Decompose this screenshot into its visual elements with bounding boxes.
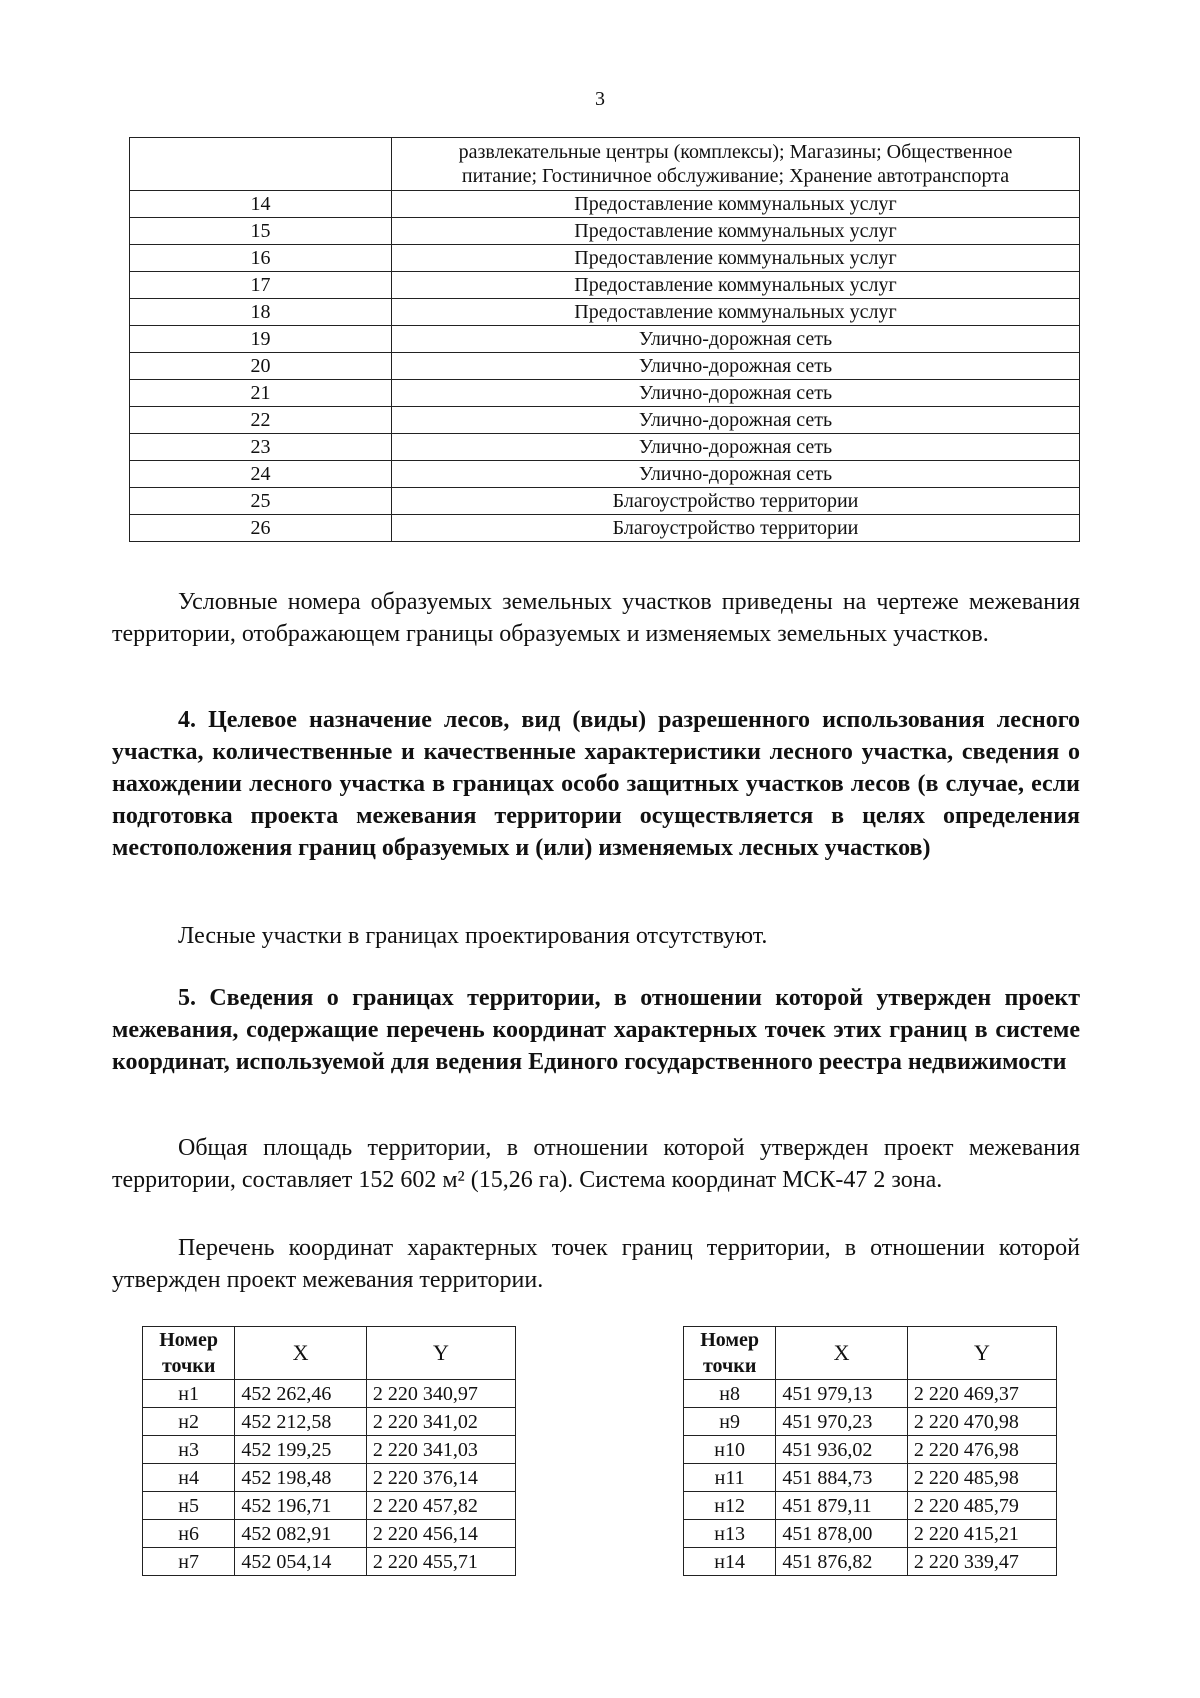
table-cell-use <box>392 138 1080 191</box>
coordinates-table-left <box>142 1326 516 1576</box>
table-cell-use: Улично-дорожная сеть <box>392 407 1080 434</box>
cell-y: 2 220 456,14 <box>366 1520 515 1548</box>
table-row <box>130 272 1080 299</box>
table-row <box>130 138 1080 191</box>
cell-x: 452 082,91 <box>235 1520 367 1548</box>
table-row <box>143 1492 516 1520</box>
table-row <box>130 461 1080 488</box>
cell-point: н5 <box>143 1492 235 1520</box>
table-row <box>684 1492 1057 1520</box>
table-row <box>130 488 1080 515</box>
cell-point: н12 <box>684 1492 776 1520</box>
cell-point: н14 <box>684 1548 776 1576</box>
table-row <box>130 245 1080 272</box>
table-cell-use: Предоставление коммунальных услуг <box>392 245 1080 272</box>
table-cell-number: 24 <box>130 461 392 488</box>
cell-y: 2 220 415,21 <box>907 1520 1056 1548</box>
cell-y: 2 220 470,98 <box>907 1408 1056 1436</box>
table-cell-use: Улично-дорожная сеть <box>392 326 1080 353</box>
table-cell-number: 26 <box>130 515 392 542</box>
table-cell-use: Благоустройство территории <box>392 488 1080 515</box>
table-row <box>143 1520 516 1548</box>
table-cell-use: Улично-дорожная сеть <box>392 461 1080 488</box>
table-cell-number <box>130 138 392 191</box>
table-cell-use: Благоустройство территории <box>392 515 1080 542</box>
cell-point: н13 <box>684 1520 776 1548</box>
table-cell-use: Улично-дорожная сеть <box>392 353 1080 380</box>
cell-y: 2 220 485,98 <box>907 1464 1056 1492</box>
table-row <box>130 191 1080 218</box>
cell-point: н6 <box>143 1520 235 1548</box>
table-row <box>143 1436 516 1464</box>
land-use-table <box>129 137 1080 542</box>
header-x: X <box>776 1327 908 1380</box>
section-5-heading: 5. Сведения о границах территории, в отношении которой утвержден проект межевания, содержащие перечень координат характерных точек этих границ в системе координат, используемой для ведения Единого государственного реестра недвижимости <box>112 985 1080 1075</box>
table-cell-line: питание; Гостиничное обслуживание; Хранение автотранспорта <box>461 165 1010 187</box>
cell-y: 2 220 340,97 <box>366 1380 515 1408</box>
table-row <box>684 1408 1057 1436</box>
table-row <box>130 434 1080 461</box>
cell-y: 2 220 469,37 <box>907 1380 1056 1408</box>
cell-y: 2 220 476,98 <box>907 1436 1056 1464</box>
table-cell-number: 15 <box>130 218 392 245</box>
cell-point: н3 <box>143 1436 235 1464</box>
table-cell-number: 18 <box>130 299 392 326</box>
cell-point: н10 <box>684 1436 776 1464</box>
cell-y: 2 220 455,71 <box>366 1548 515 1576</box>
table-cell-number: 16 <box>130 245 392 272</box>
cell-y: 2 220 341,02 <box>366 1408 515 1436</box>
section-4-heading: 4. Целевое назначение лесов, вид (виды) разрешенного использования лесного участка, количественные и качественные характеристики лесного участка, сведения о нахождении лесного участка в границах особо защитных участков лесов (в случае, если подготовка проекта межевания территории осуществляется в целях определения местоположения границ образуемых и (или) изменяемых лесных участков) <box>112 707 1080 861</box>
table-cell-number: 25 <box>130 488 392 515</box>
table-cell-number: 19 <box>130 326 392 353</box>
table-cell-number: 14 <box>130 191 392 218</box>
table-cell-use: Предоставление коммунальных услуг <box>392 272 1080 299</box>
cell-x: 451 970,23 <box>776 1408 908 1436</box>
table-row <box>130 380 1080 407</box>
section-5-paragraph-1: Общая площадь территории, в отношении которой утвержден проект межевания территории, составляет 152 602 м² (15,26 га). Система координат МСК-47 2 зона. <box>112 1135 1080 1193</box>
table-cell-use: Предоставление коммунальных услуг <box>392 218 1080 245</box>
header-y: Y <box>366 1327 515 1380</box>
table-header-row <box>143 1327 516 1380</box>
cell-x: 452 199,25 <box>235 1436 367 1464</box>
table-cell-number: 17 <box>130 272 392 299</box>
table-row <box>143 1464 516 1492</box>
cell-point: н9 <box>684 1408 776 1436</box>
cell-point: н7 <box>143 1548 235 1576</box>
table-row <box>130 299 1080 326</box>
cell-y: 2 220 485,79 <box>907 1492 1056 1520</box>
table-row <box>684 1436 1057 1464</box>
cell-x: 452 196,71 <box>235 1492 367 1520</box>
cell-x: 451 884,73 <box>776 1464 908 1492</box>
table-header-row <box>684 1327 1057 1380</box>
cell-point: н8 <box>684 1380 776 1408</box>
cell-x: 452 054,14 <box>235 1548 367 1576</box>
cell-x: 451 876,82 <box>776 1548 908 1576</box>
coordinates-table-right <box>683 1326 1057 1576</box>
cell-point: н4 <box>143 1464 235 1492</box>
table-cell-use: Улично-дорожная сеть <box>392 380 1080 407</box>
header-y: Y <box>907 1327 1056 1380</box>
table-cell-number: 23 <box>130 434 392 461</box>
table-cell-use: Предоставление коммунальных услуг <box>392 191 1080 218</box>
header-x: X <box>235 1327 367 1380</box>
cell-point: н2 <box>143 1408 235 1436</box>
page-number: 3 <box>595 88 605 110</box>
cell-x: 452 198,48 <box>235 1464 367 1492</box>
table-row <box>684 1380 1057 1408</box>
cell-y: 2 220 339,47 <box>907 1548 1056 1576</box>
table-cell-number: 20 <box>130 353 392 380</box>
table-cell-number: 22 <box>130 407 392 434</box>
section-4-text: Лесные участки в границах проектирования отсутствуют. <box>178 923 768 949</box>
table-row <box>130 326 1080 353</box>
table-row <box>130 515 1080 542</box>
cell-y: 2 220 376,14 <box>366 1464 515 1492</box>
table-row <box>143 1548 516 1576</box>
cell-x: 451 878,00 <box>776 1520 908 1548</box>
cell-x: 452 212,58 <box>235 1408 367 1436</box>
table-row <box>684 1464 1057 1492</box>
cell-x: 451 879,11 <box>776 1492 908 1520</box>
table-cell-number: 21 <box>130 380 392 407</box>
cell-x: 451 936,02 <box>776 1436 908 1464</box>
table-cell-use: Улично-дорожная сеть <box>392 434 1080 461</box>
table-row <box>143 1380 516 1408</box>
cell-x: 452 262,46 <box>235 1380 367 1408</box>
table-row <box>130 353 1080 380</box>
cell-point: н1 <box>143 1380 235 1408</box>
table-row <box>684 1548 1057 1576</box>
header-point-number: Номер точки <box>684 1327 776 1380</box>
cell-x: 451 979,13 <box>776 1380 908 1408</box>
table-cell-use: Предоставление коммунальных услуг <box>392 299 1080 326</box>
cell-y: 2 220 457,82 <box>366 1492 515 1520</box>
table-row <box>130 407 1080 434</box>
header-point-number: Номер точки <box>143 1327 235 1380</box>
table-row <box>143 1408 516 1436</box>
table-row <box>684 1520 1057 1548</box>
table-cell-line: развлекательные центры (комплексы); Магазины; Общественное <box>458 141 1013 163</box>
cell-y: 2 220 341,03 <box>366 1436 515 1464</box>
section-5-paragraph-2: Перечень координат характерных точек границ территории, в отношении которой утвержден проект межевания территории. <box>112 1235 1080 1293</box>
table-row <box>130 218 1080 245</box>
paragraph-conditional-numbers: Условные номера образуемых земельных участков приведены на чертеже межевания территории, отображающем границы образуемых и изменяемых земельных участков. <box>112 589 1080 647</box>
cell-point: н11 <box>684 1464 776 1492</box>
